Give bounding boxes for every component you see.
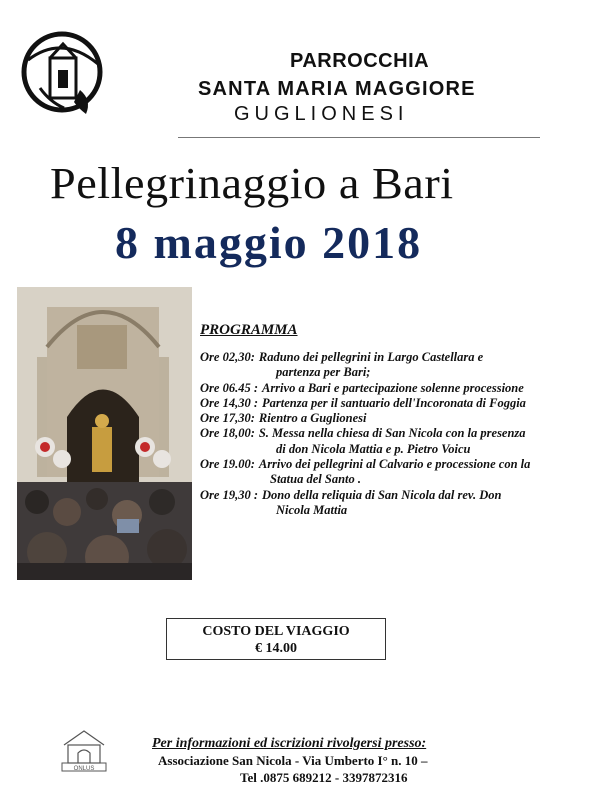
program-desc: Rientro a Guglionesi bbox=[258, 411, 367, 426]
travel-cost-box bbox=[166, 618, 386, 660]
program-time: Ore 02,30: bbox=[200, 350, 255, 364]
program-desc: Arrivo a Bari e partecipazione solenne processione bbox=[261, 380, 524, 395]
program-item bbox=[200, 396, 610, 411]
program-desc: Arrivo dei pellegrini al Calvario e processione con la bbox=[258, 457, 531, 472]
event-title: Pellegrinaggio a Bari bbox=[50, 159, 454, 208]
program-item bbox=[200, 381, 610, 396]
cost-value: € 14.00 bbox=[255, 641, 297, 656]
info-address: Associazione San Nicola - Via Umberto I° n. 10 – bbox=[158, 753, 428, 768]
program-list bbox=[200, 350, 610, 518]
program-item bbox=[200, 488, 610, 519]
event-date: 8 maggio 2018 bbox=[115, 217, 423, 268]
parish-logo-icon bbox=[20, 30, 108, 118]
basilica-procession-photo bbox=[17, 287, 192, 580]
program-desc-cont: partenza per Bari; bbox=[276, 365, 371, 380]
program-desc: Raduno dei pellegrini in Largo Castellara e bbox=[258, 350, 484, 364]
program-desc-cont: Statua del Santo . bbox=[270, 472, 361, 487]
parish-name-line1: PARROCCHIA bbox=[290, 50, 430, 72]
parish-name-line2: SANTA MARIA MAGGIORE bbox=[198, 78, 476, 100]
info-phone: Tel .0875 689212 - 3397872316 bbox=[240, 770, 408, 785]
program-desc: Partenza per il santuario dell'Incoronata di Foggia bbox=[261, 395, 526, 410]
association-logo-text: ONLUS bbox=[73, 766, 95, 772]
program-desc-cont: di don Nicola Mattia e p. Pietro Voicu bbox=[276, 441, 471, 456]
program-time: Ore 19.00: bbox=[200, 457, 255, 472]
cost-label: COSTO DEL VIAGGIO bbox=[202, 624, 350, 639]
program-item bbox=[200, 457, 610, 488]
association-logo-icon bbox=[60, 725, 108, 773]
program-time: Ore 17,30: bbox=[200, 411, 255, 426]
header-divider bbox=[178, 137, 540, 138]
program-time: Ore 14,30 : bbox=[200, 395, 258, 410]
program-item bbox=[200, 411, 610, 426]
info-heading: Per informazioni ed iscrizioni rivolgersi presso: bbox=[152, 736, 427, 751]
program-item bbox=[200, 350, 610, 381]
program-desc: Dono della reliquia di San Nicola dal rev. Don bbox=[261, 487, 502, 502]
program-time: Ore 19,30 : bbox=[200, 487, 258, 502]
parish-town: GUGLIONESI bbox=[234, 103, 409, 125]
program-desc-cont: Nicola Mattia bbox=[276, 502, 348, 517]
program-heading: PROGRAMMA bbox=[200, 322, 298, 338]
program-time: Ore 18,00: bbox=[200, 426, 255, 441]
program-item bbox=[200, 426, 610, 457]
program-desc: S. Messa nella chiesa di San Nicola con la presenza bbox=[258, 426, 526, 441]
program-time: Ore 06.45 : bbox=[200, 380, 258, 395]
